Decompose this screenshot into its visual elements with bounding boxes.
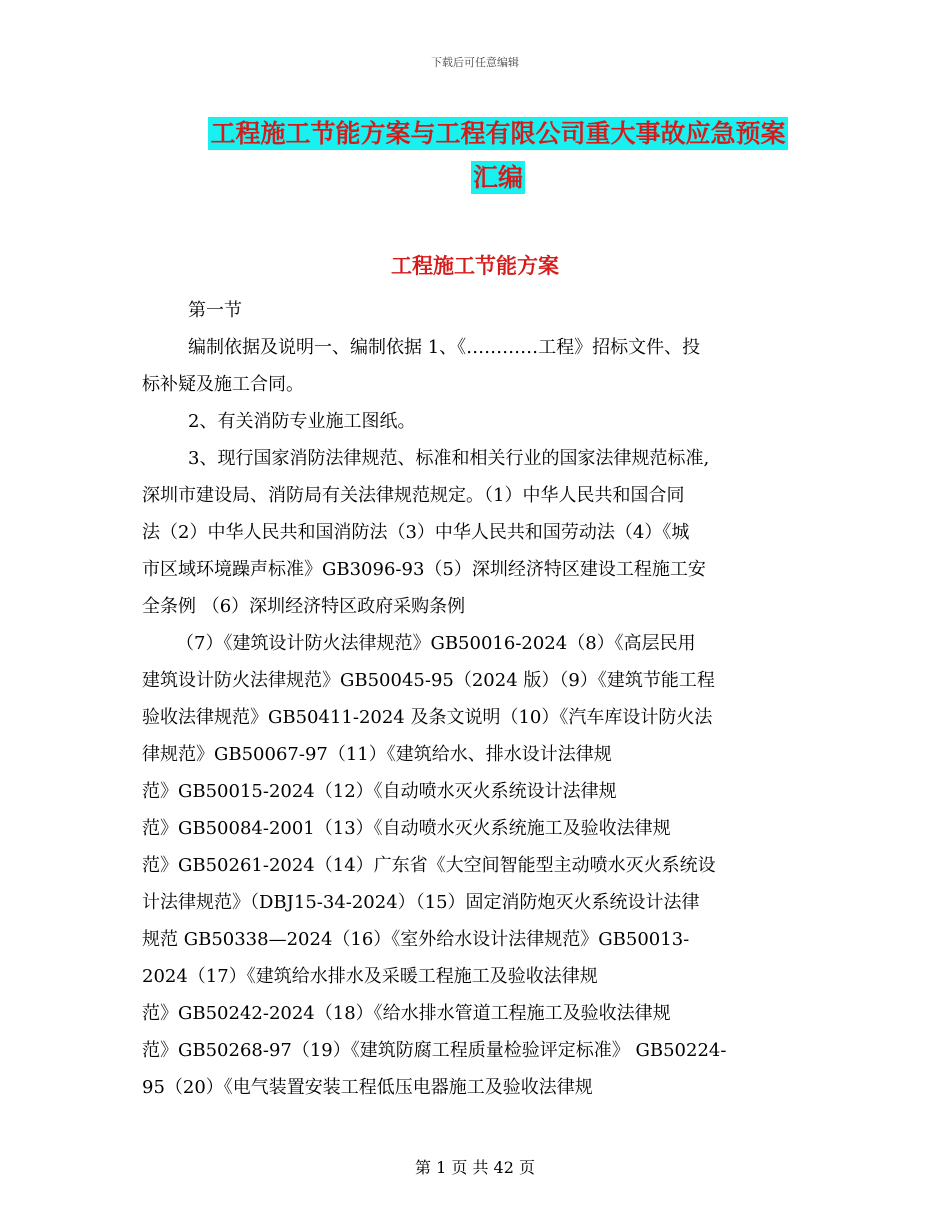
paragraph-line: 深圳市建设局、消防局有关法律规范规定。（1）中华人民共和国合同 <box>142 485 685 506</box>
paragraph-line: 全条例 （6）深圳经济特区政府采购条例 <box>142 596 466 617</box>
document-body <box>142 292 810 1106</box>
paragraph-line: 市区域环境躁声标准》GB3096-93（5）深圳经济特区建设工程施工安 <box>142 559 706 580</box>
section-title: 工程施工节能方案 <box>391 254 559 278</box>
paragraph-line: 范》GB50242-2024（18）《给水排水管道工程施工及验收法律规 <box>142 1003 671 1024</box>
paragraph-line: 计法律规范》（DBJ15-34-2024）（15）固定消防炮灭火系统设计法律 <box>142 892 700 913</box>
paragraph-line: 建筑设计防火法律规范》GB50045-95（2024 版）（9）《建筑节能工程 <box>142 670 715 691</box>
document-title-line-2 <box>0 158 950 194</box>
document-title-line-1 <box>0 114 950 150</box>
paragraph-line: （7）《建筑设计防火法律规范》GB50016-2024（8）《高层民用 <box>176 633 696 654</box>
document-title-text-1: 工程施工节能方案与工程有限公司重大事故应急预案 <box>210 119 786 148</box>
paragraph-line: 范》GB50084-2001（13）《自动喷水灭火系统施工及验收法律规 <box>142 818 671 839</box>
paragraph-line: 第一节 <box>188 300 242 321</box>
paragraph-line: 律规范》GB50067-97（11）《建筑给水、排水设计法律规 <box>142 744 612 765</box>
document-title-text-2: 汇编 <box>472 163 523 192</box>
paragraph-line: 编制依据及说明一、编制依据 1、《…………工程》招标文件、投 <box>188 337 701 358</box>
paragraph-line: 2、有关消防专业施工图纸。 <box>188 411 416 432</box>
paragraph-line: 法（2）中华人民共和国消防法（3）中华人民共和国劳动法（4）《城 <box>142 522 690 543</box>
page-footer: 第 1 页 共 42 页 <box>415 1158 535 1177</box>
paragraph-line: 范》GB50015-2024（12）《自动喷水灭火系统设计法律规 <box>142 781 617 802</box>
paragraph-line: 范》GB50261-2024（14）广东省《大空间智能型主动喷水灭火系统设 <box>142 855 716 876</box>
page-header: 下载后可任意编辑 <box>431 56 519 69</box>
paragraph-line: 验收法律规范》GB50411-2024 及条文说明（10）《汽车库设计防火法 <box>142 707 713 728</box>
paragraph-line: 2024（17）《建筑给水排水及采暖工程施工及验收法律规 <box>142 966 598 987</box>
paragraph-line: 标补疑及施工合同。 <box>142 374 304 395</box>
paragraph-line: 范》GB50268-97（19）《建筑防腐工程质量检验评定标准》 GB50224- <box>142 1040 727 1061</box>
paragraph-line: 95（20）《电气装置安装工程低压电器施工及验收法律规 <box>142 1077 593 1098</box>
paragraph-line: 3、现行国家消防法律规范、标准和相关行业的国家法律规范标准, <box>188 448 710 469</box>
paragraph-line: 规范 GB50338—2024（16）《室外给水设计法律规范》GB50013- <box>142 929 690 950</box>
